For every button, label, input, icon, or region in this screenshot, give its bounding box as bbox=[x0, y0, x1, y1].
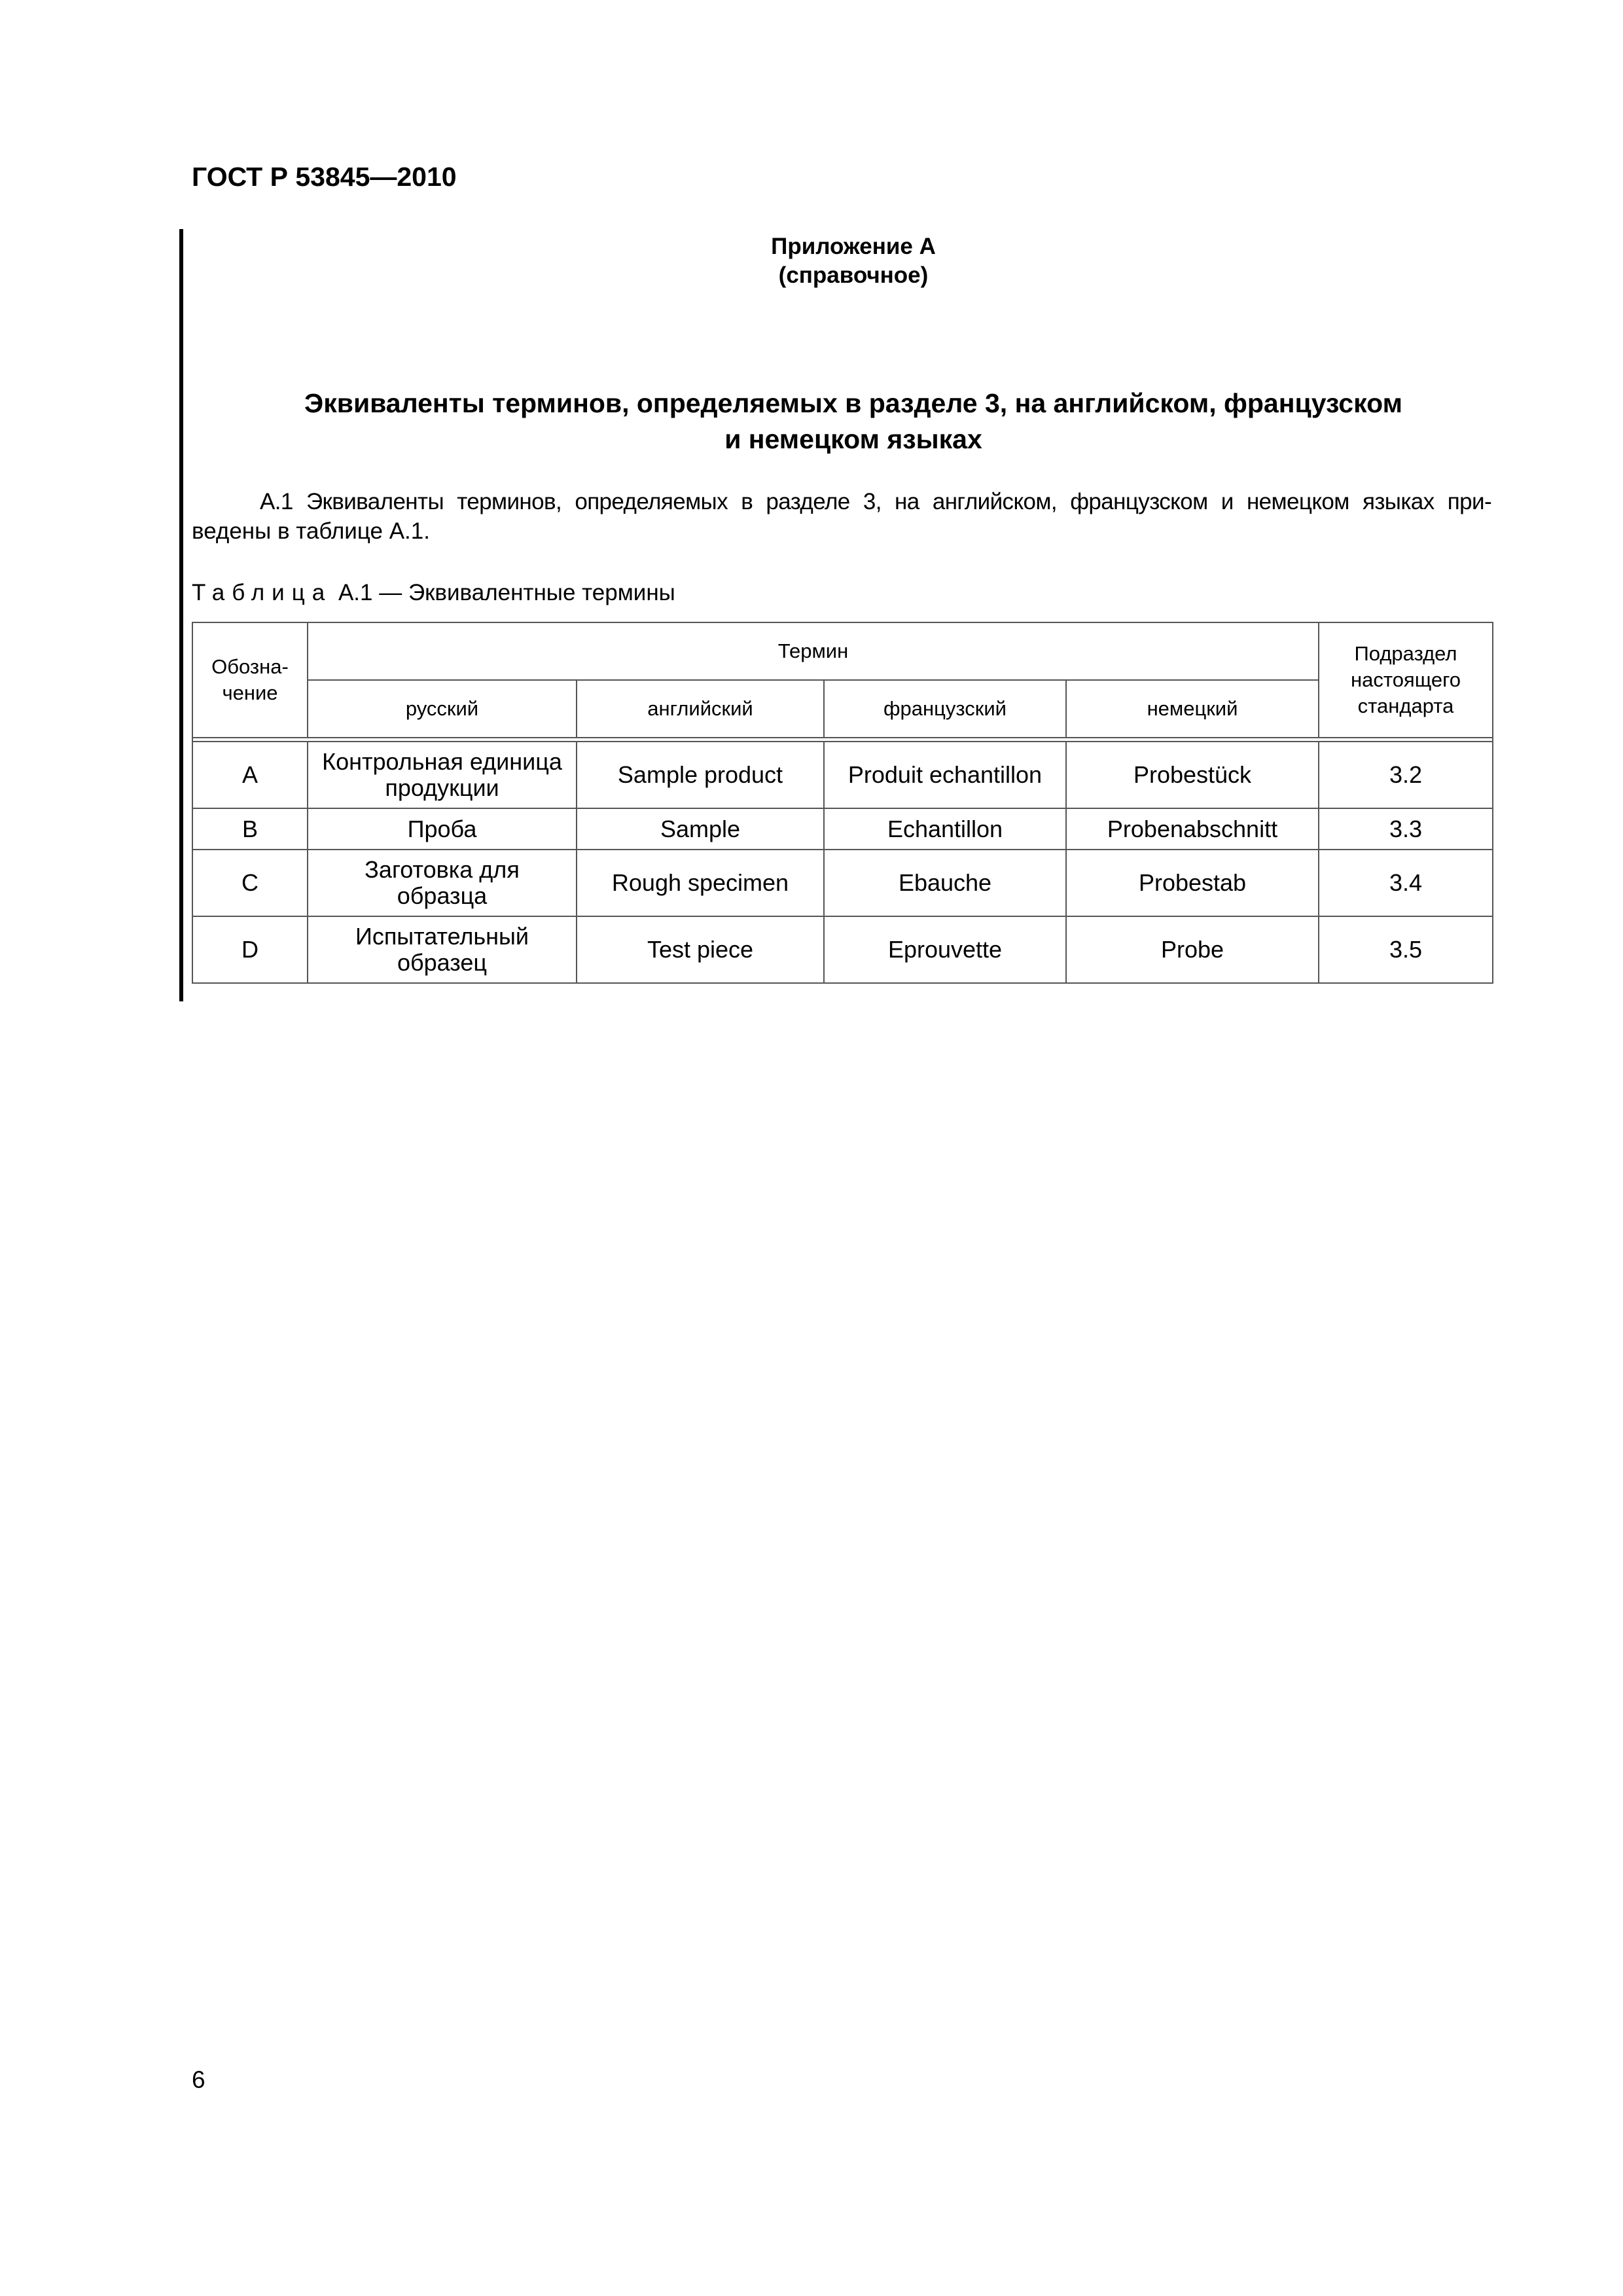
cell-section: 3.2 bbox=[1319, 742, 1493, 808]
annex-title-line-2: и немецком языках bbox=[724, 424, 982, 454]
cell-code: B bbox=[192, 808, 308, 850]
header-french: французский bbox=[824, 680, 1066, 738]
paragraph-a1-line-2: ведены в таблице А.1. bbox=[192, 518, 430, 544]
cell-german: Probestab bbox=[1066, 850, 1319, 916]
header-term: Термин bbox=[308, 622, 1319, 680]
cell-russian-text: Испытательный образец bbox=[355, 923, 529, 976]
paragraph-a1-line-1: А.1 Эквиваленты терминов, определяемых в разделе 3, на английском, французском и немецком языках при- bbox=[260, 489, 1491, 514]
cell-code: A bbox=[192, 742, 308, 808]
table-row bbox=[192, 742, 1493, 808]
table-header-row bbox=[192, 622, 1493, 680]
cell-section: 3.4 bbox=[1319, 850, 1493, 916]
header-subsection-text: Подраздел настоящего стандарта bbox=[1350, 642, 1461, 717]
cell-german: Probenabschnitt bbox=[1066, 808, 1319, 850]
cell-russian bbox=[308, 742, 577, 808]
cell-french: Ebauche bbox=[824, 850, 1066, 916]
table-row bbox=[192, 916, 1493, 983]
annex-kind: (справочное) bbox=[778, 262, 929, 288]
cell-german: Probe bbox=[1066, 916, 1319, 983]
table-caption-label: Таблица bbox=[192, 580, 332, 605]
equivalent-terms-table bbox=[192, 622, 1493, 984]
cell-english: Test piece bbox=[577, 916, 824, 983]
cell-code: C bbox=[192, 850, 308, 916]
cell-russian-text: Контрольная единица продукции bbox=[322, 748, 562, 801]
cell-section: 3.5 bbox=[1319, 916, 1493, 983]
revision-bar bbox=[179, 229, 183, 1001]
cell-russian-text: Заготовка для образца bbox=[365, 856, 520, 909]
annex-label: Приложение А bbox=[771, 234, 936, 259]
cell-french: Produit echantillon bbox=[824, 742, 1066, 808]
cell-russian bbox=[308, 916, 577, 983]
table-row bbox=[192, 808, 1493, 850]
page-number: 6 bbox=[192, 2066, 205, 2093]
header-subsection bbox=[1319, 622, 1493, 738]
header-designation-text: Обозна- чение bbox=[211, 655, 289, 704]
cell-german: Probestück bbox=[1066, 742, 1319, 808]
cell-english: Sample bbox=[577, 808, 824, 850]
document-code: ГОСТ Р 53845—2010 bbox=[192, 162, 457, 192]
table-row bbox=[192, 850, 1493, 916]
header-designation bbox=[192, 622, 308, 738]
annex-title-line-1: Эквиваленты терминов, определяемых в разделе 3, на английском, французском bbox=[304, 388, 1402, 418]
table-subheader-row bbox=[192, 680, 1493, 738]
header-german: немецкий bbox=[1066, 680, 1319, 738]
table-caption bbox=[192, 579, 675, 607]
cell-code: D bbox=[192, 916, 308, 983]
cell-french: Eprouvette bbox=[824, 916, 1066, 983]
cell-russian bbox=[308, 850, 577, 916]
cell-french: Echantillon bbox=[824, 808, 1066, 850]
cell-section: 3.3 bbox=[1319, 808, 1493, 850]
header-russian: русский bbox=[308, 680, 577, 738]
cell-russian: Проба bbox=[308, 808, 577, 850]
cell-english: Rough specimen bbox=[577, 850, 824, 916]
header-english: английский bbox=[577, 680, 824, 738]
table-caption-title: А.1 — Эквивалентные термины bbox=[332, 580, 675, 605]
cell-english: Sample product bbox=[577, 742, 824, 808]
